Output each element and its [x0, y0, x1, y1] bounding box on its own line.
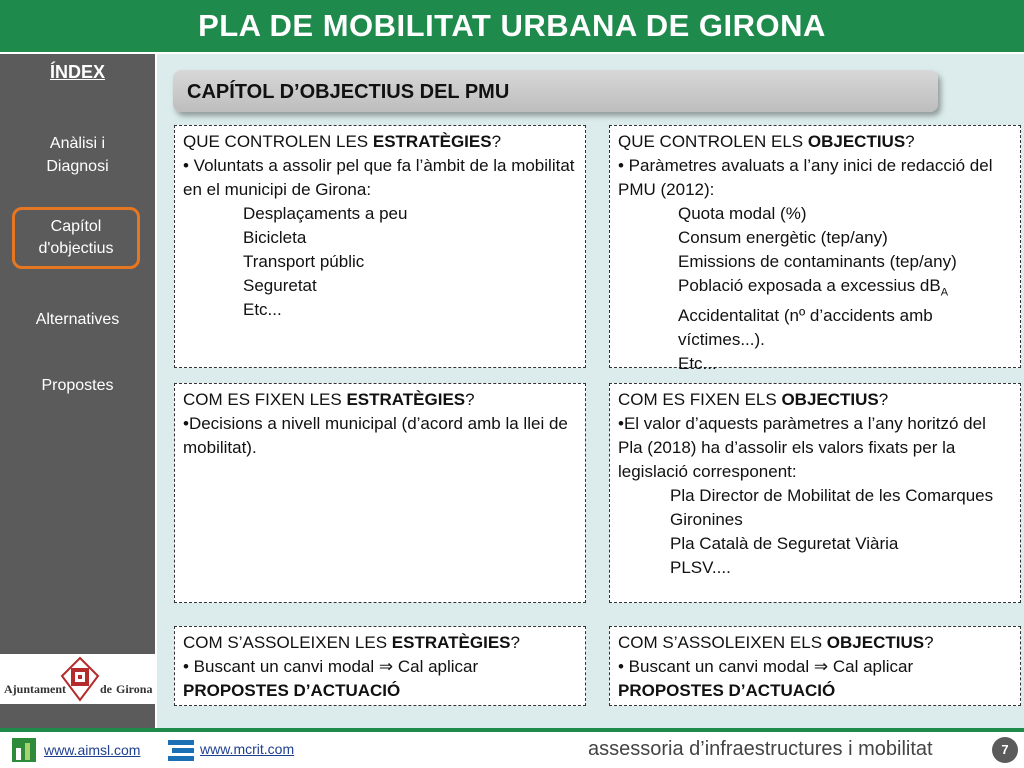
box-bullet: • Voluntats a assolir pel que fa l’àmbit de la mobilitat en el municipi de Girona: [183, 156, 575, 199]
list-item: Consum energètic (tep/any) [678, 228, 888, 247]
box-objectives-control [609, 125, 1021, 374]
list-item: Etc... [678, 354, 717, 374]
chapter-title-bar [173, 70, 938, 112]
box-bullet: • Buscant un canvi modal ⇒ Cal aplicar [183, 657, 479, 676]
box-question: QUE CONTROLEN ELS OBJECTIUS? [618, 132, 915, 151]
footer-tagline: assessoria d’infraestructures i mobilitat [588, 738, 933, 760]
sidebar [0, 54, 155, 728]
list-item: Pla Director de Mobilitat de les Comarques Gironines [670, 486, 994, 529]
list-item: Bicicleta [243, 228, 307, 247]
sidebar-item-label: Capítol [50, 218, 102, 235]
box-bullet: • Buscant un canvi modal ⇒ Cal aplicar [618, 657, 914, 676]
box-question: COM S’ASSOLEIXEN ELS OBJECTIUS? [618, 633, 934, 652]
list-item: Seguretat [243, 276, 317, 295]
box-strategies-fix [174, 383, 586, 603]
logo-text-left: Ajuntament [4, 682, 66, 696]
list-item: Emissions de contaminants (tep/any) [678, 252, 957, 271]
box-bullet: •El valor d’aquests paràmetres a l’any horitzó del Pla (2018) ha d’assolir els valors fixats per la legislació corresponent: [618, 414, 986, 481]
mcrit-logo-icon [168, 738, 194, 764]
list-item: PLSV.... [670, 558, 731, 577]
sidebar-item-alternatives[interactable] [0, 308, 155, 331]
list-item: Població exposada a excessius $dB_A$ [678, 276, 949, 299]
box-question: COM S’ASSOLEIXEN LES ESTRATÈGIES? [183, 633, 520, 652]
box-bullet: • Paràmetres avaluats a l’any inici de redacció del PMU (2012): [618, 156, 993, 199]
sidebar-item-analisi[interactable] [0, 132, 155, 178]
list-item: Accidentalitat (nº d’accidents amb víctimes...). [678, 306, 933, 350]
box-objectives-fix [609, 383, 1021, 603]
list-item: Etc... [243, 300, 282, 319]
aimsl-logo-icon [12, 738, 36, 762]
list-item: Desplaçaments a peu [243, 204, 408, 223]
logo-text-mid: de [100, 682, 112, 696]
box-question: COM ES FIXEN ELS OBJECTIUS? [618, 390, 889, 409]
sidebar-item-label: Alternatives [35, 311, 120, 328]
sidebar-item-label: Anàlisi i [49, 135, 106, 152]
sidebar-item-label: d'objectius [38, 240, 114, 257]
page-title: PLA DE MOBILITAT URBANA DE GIRONA [198, 8, 826, 43]
box-emphasis: PROPOSTES D’ACTUACIÓ [183, 681, 401, 700]
header-bar [0, 0, 1024, 54]
aimsl-link[interactable]: www.aimsl.com [44, 742, 141, 758]
sidebar-item-label: Diagnosi [46, 158, 109, 175]
list-item: Transport públic [243, 252, 365, 271]
sidebar-heading[interactable]: ÍNDEX [49, 62, 105, 82]
girona-seal-icon [60, 656, 100, 702]
box-emphasis: PROPOSTES D’ACTUACIÓ [618, 681, 836, 700]
list-item: Quota modal (%) [678, 204, 807, 223]
sidebar-item-objectius[interactable] [12, 207, 140, 269]
sidebar-item-label: Propostes [41, 377, 114, 394]
box-objectives-achieve [609, 626, 1021, 706]
box-question: QUE CONTROLEN LES ESTRATÈGIES? [183, 132, 502, 151]
list-item: Pla Català de Seguretat Viària [670, 534, 899, 553]
page-number: 7 [992, 737, 1018, 763]
box-strategies-achieve [174, 626, 586, 706]
mcrit-link[interactable]: www.mcrit.com [200, 741, 295, 757]
box-bullet: •Decisions a nivell municipal (d’acord amb la llei de mobilitat). [183, 414, 568, 457]
sidebar-item-propostes[interactable] [0, 374, 155, 397]
chapter-title: CAPÍTOL D’OBJECTIUS DEL PMU [187, 81, 510, 103]
logo-text-right: Girona [116, 682, 153, 696]
footer [0, 732, 1024, 768]
box-strategies-control [174, 125, 586, 368]
ajuntament-logo [0, 654, 155, 704]
box-question: COM ES FIXEN LES ESTRATÈGIES? [183, 390, 475, 409]
